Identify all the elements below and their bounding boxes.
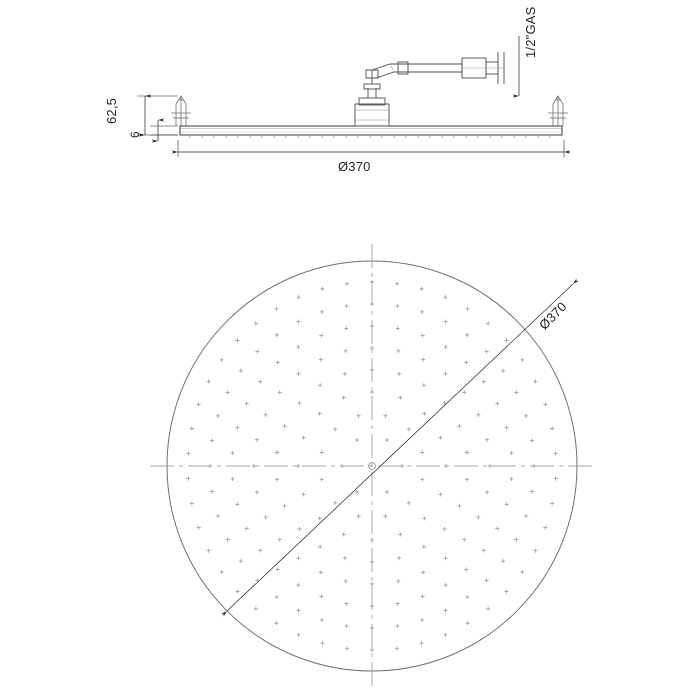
supply-arm	[372, 60, 462, 78]
swivel-joint	[355, 70, 389, 126]
diameter-dimension-top	[178, 140, 564, 157]
label-diameter-top: Ø370	[338, 159, 371, 174]
right-end-cap	[548, 96, 568, 126]
diameter-dimension-plan	[227, 284, 573, 611]
center-lines	[150, 244, 594, 688]
label-diameter-plan: Ø370	[536, 298, 570, 333]
label-gas-connection: 1/2"GAS	[523, 6, 538, 58]
left-end-cap	[171, 96, 191, 126]
plan-view	[150, 244, 594, 688]
height-dimension	[137, 96, 178, 135]
label-height-total: 62,5	[104, 97, 119, 124]
side-elevation-view	[137, 36, 568, 157]
label-thickness: 6	[128, 131, 142, 138]
shower-head-plate-profile	[180, 126, 562, 135]
wall-connection-flange	[462, 52, 504, 84]
thickness-dimension	[150, 120, 178, 141]
